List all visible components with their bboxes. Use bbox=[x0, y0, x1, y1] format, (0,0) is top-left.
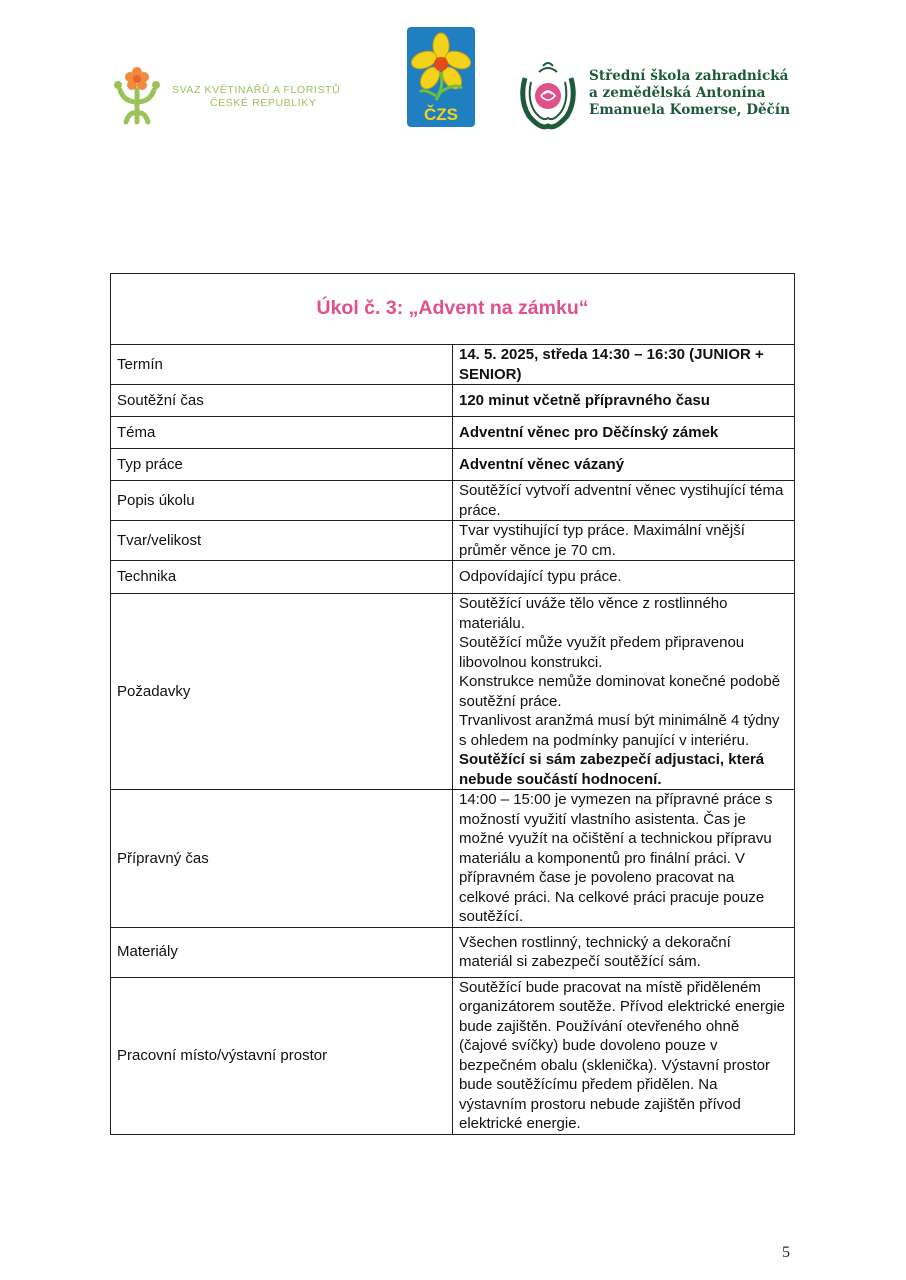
row-value-popis-ukolu: Soutěžící vytvoří adventní věnec vystihující téma práce. bbox=[453, 481, 795, 521]
row-label-technika: Technika bbox=[111, 561, 453, 594]
row-label-pracovni-misto: Pracovní místo/výstavní prostor bbox=[111, 977, 453, 1134]
table-row bbox=[111, 385, 795, 417]
row-label-termin: Termín bbox=[111, 345, 453, 385]
row-value-pripravny-cas: 14:00 – 15:00 je vymezen na přípravné práce s možností využití vlastního asistenta. Čas je možné využít na očištění a technickou přípravu materiálu a komponentů pro finální práci. V přípravném čase je povoleno pracovat na celkové práci. Na celkové práci pracuje pouze soutěžící. bbox=[453, 790, 795, 928]
requirement-bold-line: Soutěžící si sám zabezpečí adjustaci, která nebude součástí hodnocení. bbox=[459, 751, 765, 788]
school-logo-line3: Emanuela Komerse, Děčín bbox=[589, 102, 790, 118]
row-label-materialy: Materiály bbox=[111, 927, 453, 977]
school-logo-line1: Střední škola zahradnická bbox=[589, 68, 789, 84]
page-number: 5 bbox=[782, 1244, 790, 1261]
school-logo-line2: a zemědělská Antonína bbox=[589, 85, 766, 101]
requirement-line: Soutěžící může využít předem připravenou libovolnou konstrukci. bbox=[459, 634, 745, 671]
row-value-termin: 14. 5. 2025, středa 14:30 – 16:30 (JUNIOR + SENIOR) bbox=[453, 345, 795, 385]
row-value-pozadavky bbox=[453, 594, 795, 790]
requirement-line: Soutěžící uváže tělo věnce z rostlinného materiálu. bbox=[459, 595, 728, 632]
row-value-materialy: Všechen rostlinný, technický a dekorační materiál si zabezpečí soutěžící sám. bbox=[453, 927, 795, 977]
requirement-line: Konstrukce nemůže dominovat konečné podobě soutěžní práce. bbox=[459, 673, 781, 710]
table-row bbox=[111, 977, 795, 1134]
school-logo bbox=[517, 60, 807, 130]
row-value-tema: Adventní věnec pro Děčínský zámek bbox=[453, 417, 795, 449]
czs-logo bbox=[406, 26, 476, 128]
table-row bbox=[111, 449, 795, 481]
czs-logo-text: ČZS bbox=[424, 105, 458, 124]
task-title: Úkol č. 3: „Advent na zámku“ bbox=[111, 274, 795, 345]
rose-emblem-icon bbox=[517, 60, 579, 130]
table-title-row bbox=[111, 274, 795, 345]
row-value-tvar-velikost: Tvar vystihující typ práce. Maximální vnější průměr věnce je 70 cm. bbox=[453, 521, 795, 561]
table-row bbox=[111, 481, 795, 521]
svaz-logo-line2: ČESKÉ REPUBLIKY bbox=[210, 97, 317, 109]
row-label-tvar-velikost: Tvar/velikost bbox=[111, 521, 453, 561]
table-row bbox=[111, 790, 795, 928]
table-row bbox=[111, 417, 795, 449]
row-label-typ-prace: Typ práce bbox=[111, 449, 453, 481]
requirement-line: Trvanlivost aranžmá musí být minimálně 4 týdny s ohledem na podmínky panující v interiéru. bbox=[459, 712, 780, 749]
row-value-soutezni-cas: 120 minut včetně přípravného času bbox=[453, 385, 795, 417]
row-value-pracovni-misto: Soutěžící bude pracovat na místě přiděleném organizátorem soutěže. Přívod elektrické energie bude zajištěn. Používání otevřeného ohně (čajové svíčky) bude dovoleno pouze v bezpečném obalu (sklenička). Výstavní prostor bude soutěžícímu předem přidělen. Na výstavním prostoru nebude zajištěn přívod elektrické energie. bbox=[453, 977, 795, 1134]
daffodil-icon bbox=[406, 26, 476, 128]
row-label-pozadavky: Požadavky bbox=[111, 594, 453, 790]
flower-figure-icon bbox=[110, 62, 170, 126]
svaz-kvetinaru-logo bbox=[110, 62, 360, 126]
table-row bbox=[111, 521, 795, 561]
row-label-pripravny-cas: Přípravný čas bbox=[111, 790, 453, 928]
task-table bbox=[110, 273, 795, 1135]
svaz-logo-line1: SVAZ KVĚTINÁŘŮ A FLORISTŮ bbox=[172, 84, 341, 96]
row-label-soutezni-cas: Soutěžní čas bbox=[111, 385, 453, 417]
table-row bbox=[111, 561, 795, 594]
row-label-popis-ukolu: Popis úkolu bbox=[111, 481, 453, 521]
row-label-tema: Téma bbox=[111, 417, 453, 449]
row-value-typ-prace: Adventní věnec vázaný bbox=[453, 449, 795, 481]
table-row bbox=[111, 594, 795, 790]
table-row bbox=[111, 927, 795, 977]
row-value-technika: Odpovídající typu práce. bbox=[453, 561, 795, 594]
table-row bbox=[111, 345, 795, 385]
